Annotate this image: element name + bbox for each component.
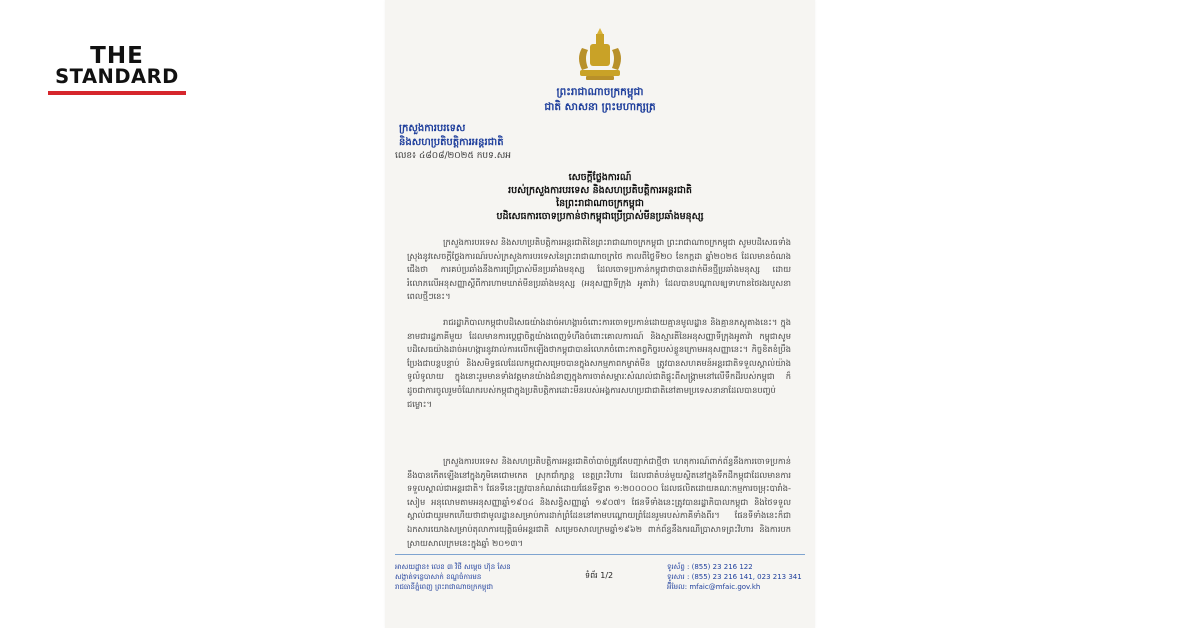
statement-title-line3: នៃព្រះរាជាណាចក្រកម្ពុជា xyxy=(556,198,644,209)
royal-coat-of-arms-icon xyxy=(572,28,628,82)
page-number: ទំព័រ 1/2 xyxy=(585,571,614,580)
body-paragraph-3: ក្រសួងការបរទេស និងសហប្រតិបត្តិការអន្តរជាតិចាំបាច់ត្រូវតែបញ្ជាក់ជាថ្មីថា ហេតុការណ៍ពាក់ព័ន្ធនឹងការចោទប្រកាន់នឹងបានកើតឡើងនៅក្នុងភូមិគេជោមកេត ស្រុកជាំក្សាន្ត ខេត្តព្រះវិហារ ដែលជាតំបន់មួយស្ថិតនៅក្នុងទឹកដីកម្ពុជាដែលមានការទទួលស្គាល់ជាអន្តរជាតិ។ ផែនទីនេះត្រូវបានកំណត់ដោយផែនទីខ្នាត ១:២០០០០០ ដែលផលិតដោយគណៈកម្មការចម្រុះបារាំង-សៀម អនុលោមតាមអនុសញ្ញាឆ្នាំ១៩០៤ និងសន្ធិសញ្ញាឆ្នាំ ១៩០៧។ ផែនទីទាំងនេះត្រូវបានរដ្ឋាភិបាលកម្ពុជា និងថៃទទួលស្គាល់ជាយូរមកហើយថាជាមូលដ្ឋានសម្រាប់ការដាក់ព្រំដែននៅតាមបណ្តោយព្រំដែនរួមរបស់ភាគីទាំងពីរ។ ផែនទីទាំងនេះក៏ជាឯកសារយោងសម្រាប់តុលាការយុត្តិធម៌អន្តរជាតិ សម្រេចសាលក្រមឆ្នាំ១៩៦២ ពាក់ព័ន្ធនឹងករណីប្រាសាទព្រះវិហារ និងការបកស្រាយសាលក្រមនេះក្នុងឆ្នាំ ២០១៣។ xyxy=(407,456,791,548)
statement-title-line2: របស់ក្រសួងការបរទេស និងសហប្រតិបត្តិការអន្តរជាតិ xyxy=(508,185,692,196)
statement-title-line1: សេចក្តីថ្លែងការណ៍ xyxy=(568,172,632,183)
footer-fax: ទូរសារ : (855) 23 216 141, 023 213 341 xyxy=(667,573,802,581)
kingdom-motto: ជាតិ សាសនា ព្រះមហាក្សត្រ xyxy=(544,101,656,113)
ministry-name-line1: ក្រសួងការបរទេស xyxy=(399,123,466,134)
brand-logo xyxy=(48,43,186,95)
brand-logo-bar xyxy=(48,91,186,95)
body-paragraph-1: ក្រសួងការបរទេស និងសហប្រតិបត្តិការអន្តរជាតិនៃព្រះរាជាណាចក្រកម្ពុជា ព្រះរាជាណាចក្រកម្ពុជា សូមបដិសេធទាំងស្រុងនូវសេចក្តីថ្លែងការណ៍របស់ក្រសួងការបរទេសនៃព្រះរាជាណាចក្រថៃ កាលពីថ្ងៃទី២០ ខែកក្កដា ឆ្នាំ២០២៥ ដែលមានចំណងជើងថា ការគប់ប្រឆាំងនឹងការប្រើប្រាស់មីនប្រឆាំងមនុស្ស ដែលចោទប្រកាន់កម្ពុជាថាបានដាក់មីនថ្មីប្រឆាំងមនុស្ស ដោយរំលោភលើអនុសញ្ញាស្តីពីការហាមឃាត់មីនប្រឆាំងមនុស្ស (អនុសញ្ញាទីក្រុង អូតាវ៉ា) ដែលបានបណ្តាលឲ្យទាហានថៃរងរបួសនាពេលថ្មីៗនេះ។ xyxy=(407,237,791,302)
footer-address xyxy=(395,562,511,592)
reference-number: លេខ៖ ៤៨០៨/២០២៥ កបទ.សអ xyxy=(395,151,511,161)
footer-email: អ៊ីមែល: mfaic@mfaic.gov.kh xyxy=(667,583,761,591)
footer-divider xyxy=(395,554,805,555)
statement-document xyxy=(385,0,815,628)
brand-logo-line2: STANDARD xyxy=(55,65,179,88)
ministry-name-line2: និងសហប្រតិបត្តិការអន្តរជាតិ xyxy=(399,137,504,148)
statement-title-line4: បដិសេធការចោទប្រកាន់ថាកម្ពុជាប្រើប្រាស់មីនប្រឆាំងមនុស្ស xyxy=(496,211,704,222)
kingdom-title: ព្រះរាជាណាចក្រកម្ពុជា xyxy=(556,86,644,98)
footer-address-line: រាជធានីភ្នំពេញ ព្រះរាជាណាចក្រកម្ពុជា xyxy=(395,583,493,591)
body-paragraph-2: រាជរដ្ឋាភិបាលកម្ពុជាបដិសេធយ៉ាងដាច់អហង្ការចំពោះការចោទប្រកាន់ដោយគ្មានមូលដ្ឋាន និងគ្មានភស្តុតាងនេះ។ ក្នុងនាមជារដ្ឋភាគីមួយ ដែលមានការប្តេជ្ញាចិត្តយ៉ាងពេញទំហឹងចំពោះគោលការណ៍ និងស្មារតីនៃអនុសញ្ញាទីក្រុងអូតាវ៉ា កម្ពុជាសូមបដិសេធយ៉ាងដាច់អហង្ការនូវរាល់ការលើកឡើងថាកម្ពុជាបានរំលោភចំពោះកាតព្វកិច្ចរបស់ខ្លួនក្រោមអនុសញ្ញានេះ។ កិច្ចខិតខំប្រឹងប្រែងជាបន្តបន្ទាប់ និងសមិទ្ធផលដែលកម្ពុជាសម្រេចបានក្នុងសកម្មភាពកម្ចាត់មីន ត្រូវបានសហគមន៍អន្តរជាតិទទួលស្គាល់យ៉ាងទូលំទូលាយ ក្នុងនោះរួមមានទាំងវត្តមានយ៉ាងជំនាញក្នុងការចាត់សម្ភារៈសំណល់ជាតិផ្ទុះពីសង្គ្រាមនៅលើទឹកដីរបស់កម្ពុជា ក៏ដូចជាការចូលរួមចំណែករបស់កម្ពុជាក្នុងប្រតិបត្តិការដោះមីនរបស់អង្គការសហប្រជាជាតិនៅតាមប្រទេសនានាដែលបានបញ្ចប់ជម្លោះ។ xyxy=(407,317,791,409)
footer-phone: ទូរស័ព្ទ : (855) 23 216 122 xyxy=(667,563,753,571)
footer-address-line: សង្កាត់ទន្លេបាសាក់ ខណ្ឌចំការមន xyxy=(395,573,482,581)
brand-logo-line1: THE xyxy=(90,43,144,69)
footer-contact xyxy=(667,562,802,592)
footer-address-line: អាសយដ្ឋាន៖ លេខ ៣ វិថី សម្តេច ហ៊ុន សែន xyxy=(395,563,511,571)
